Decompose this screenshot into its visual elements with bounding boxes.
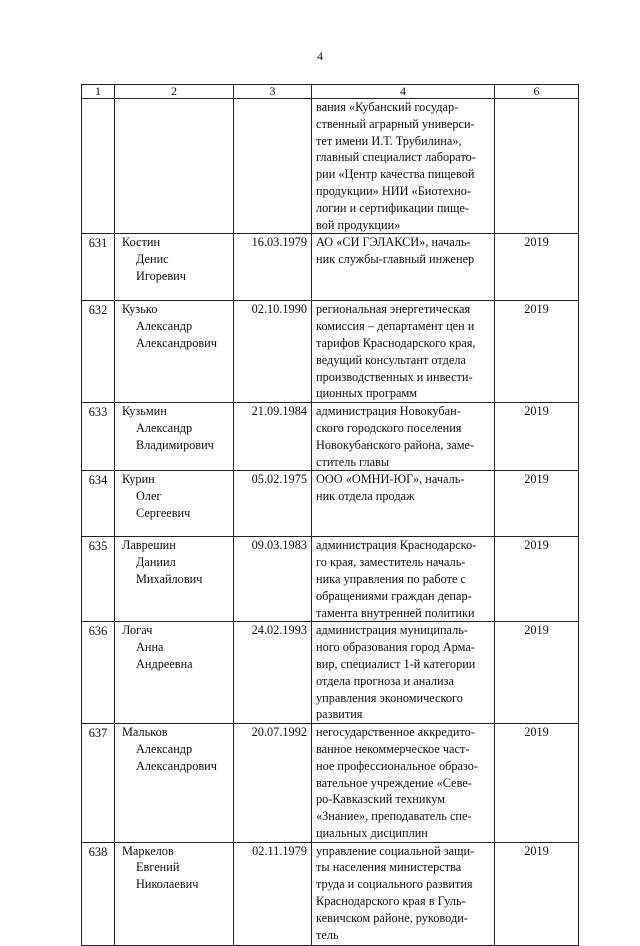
table-row <box>82 537 579 622</box>
organization-position <box>312 471 495 537</box>
birth-date: 21.09.1984 <box>234 403 312 471</box>
given-name: Александр <box>136 420 193 435</box>
surname: Костин <box>122 235 161 250</box>
organization-line: вой продукции» <box>316 217 401 232</box>
patronymic: Александрович <box>136 758 217 773</box>
person-name <box>115 842 234 945</box>
organization-line: ник отдела продаж <box>316 489 415 504</box>
organization-line: вательное учреждение «Севе- <box>316 775 472 790</box>
birth-date: 02.10.1990 <box>234 301 312 403</box>
row-number: 637 <box>82 724 115 843</box>
patronymic: Владимирович <box>136 437 214 452</box>
organization-line: логии и сертификации пище- <box>316 200 470 215</box>
inclusion-year: 2019 <box>495 842 579 945</box>
organization-line: администрация муниципаль- <box>316 623 468 638</box>
given-name: Анна <box>136 640 164 655</box>
birth-date: 24.02.1993 <box>234 622 312 724</box>
organization-position <box>312 842 495 945</box>
organization-position <box>312 99 495 234</box>
given-name: Денис <box>136 252 169 267</box>
table-row <box>82 842 579 945</box>
row-number: 636 <box>82 622 115 724</box>
given-name: Александр <box>136 741 193 756</box>
header-col-3: 3 <box>234 85 312 99</box>
inclusion-year <box>495 99 579 234</box>
header-col-2: 2 <box>115 85 234 99</box>
organization-line: Новокубанского района, заме- <box>316 437 475 452</box>
row-number: 631 <box>82 234 115 301</box>
organization-line: производственных и инвести- <box>316 369 473 384</box>
row-number <box>82 99 115 234</box>
birth-date <box>234 99 312 234</box>
organization-line: ститель главы <box>316 454 390 469</box>
organization-line: тамента внутренней политики <box>316 605 475 620</box>
birth-date: 09.03.1983 <box>234 537 312 622</box>
patronymic: Сергеевич <box>136 505 191 520</box>
surname: Кузько <box>122 302 158 317</box>
surname: Маркелов <box>122 843 174 858</box>
header-row <box>82 85 579 99</box>
organization-line: АО «СИ ГЭЛАКСИ», началь- <box>316 235 471 250</box>
organization-line: обращениями граждан депар- <box>316 588 472 603</box>
person-name <box>115 622 234 724</box>
organization-line: комиссия – департамент цен и <box>316 319 475 334</box>
organization-line: ника управления по работе с <box>316 571 466 586</box>
organization-line: продукции» НИИ «Биотехно- <box>316 183 472 198</box>
organization-line: отдела прогноза и анализа <box>316 673 454 688</box>
header-col-6: 6 <box>495 85 579 99</box>
birth-date: 05.02.1975 <box>234 471 312 537</box>
given-name: Александр <box>136 319 193 334</box>
row-number: 635 <box>82 537 115 622</box>
page-number: 4 <box>317 49 323 63</box>
organization-line: главный специалист лаборато- <box>316 150 476 165</box>
organization-line: ведущий консультант отдела <box>316 352 466 367</box>
given-name: Даниил <box>136 555 176 570</box>
table-row <box>82 234 579 301</box>
inclusion-year: 2019 <box>495 537 579 622</box>
organization-line: управление социальной защи- <box>316 843 475 858</box>
organization-line: вания «Кубанский государ- <box>316 100 459 114</box>
patronymic: Андреевна <box>136 656 193 671</box>
organization-line: го края, заместитель началь- <box>316 555 466 570</box>
table-row <box>82 471 579 537</box>
organization-line: тель <box>316 927 339 942</box>
organization-line: ного образования город Арма- <box>316 640 475 655</box>
table-row <box>82 99 579 234</box>
row-number: 632 <box>82 301 115 403</box>
header-col-4: 4 <box>312 85 495 99</box>
organization-line: негосударственное аккредито- <box>316 725 475 740</box>
inclusion-year: 2019 <box>495 622 579 724</box>
row-number: 634 <box>82 471 115 537</box>
inclusion-year: 2019 <box>495 724 579 843</box>
person-name <box>115 537 234 622</box>
organization-line: циальных дисциплин <box>316 825 428 840</box>
organization-line: ты населения министерства <box>316 860 462 875</box>
organization-line: ского городского поселения <box>316 420 462 435</box>
organization-position <box>312 301 495 403</box>
inclusion-year: 2019 <box>495 471 579 537</box>
organization-line: вир, специалист 1-й категории <box>316 656 476 671</box>
organization-position <box>312 724 495 843</box>
table-row <box>82 301 579 403</box>
organization-line: региональная энергетическая <box>316 302 471 317</box>
patronymic: Игоревич <box>136 268 186 283</box>
organization-line: тет имени И.Т. Трубилина», <box>316 133 462 148</box>
organization-line: администрация Краснодарско- <box>316 538 477 553</box>
organization-line: ООО «ОМНИ-ЮГ», началь- <box>316 472 465 487</box>
organization-position <box>312 537 495 622</box>
birth-date: 16.03.1979 <box>234 234 312 301</box>
organization-line: «Знание», преподаватель спе- <box>316 809 472 824</box>
birth-date: 20.07.1992 <box>234 724 312 843</box>
organization-line: ционных программ <box>316 386 418 401</box>
registry-table <box>81 84 579 946</box>
organization-line: ное профессиональное образо- <box>316 758 479 773</box>
surname: Кузьмин <box>122 404 167 419</box>
table-row <box>82 403 579 471</box>
patronymic: Михайлович <box>136 571 203 586</box>
organization-line: ственный аграрный универси- <box>316 116 475 131</box>
person-name <box>115 724 234 843</box>
inclusion-year: 2019 <box>495 403 579 471</box>
row-number: 638 <box>82 842 115 945</box>
organization-line: рии «Центр качества пищевой <box>316 167 475 182</box>
organization-line: управления экономического <box>316 690 463 705</box>
organization-line: ро-Кавказский техникум <box>316 792 446 807</box>
table-row <box>82 622 579 724</box>
inclusion-year: 2019 <box>495 301 579 403</box>
header-col-1: 1 <box>82 85 115 99</box>
organization-line: развития <box>316 707 363 722</box>
person-name <box>115 234 234 301</box>
person-name <box>115 403 234 471</box>
person-name <box>115 301 234 403</box>
organization-line: ванное некоммерческое част- <box>316 741 470 756</box>
row-number: 633 <box>82 403 115 471</box>
given-name: Олег <box>136 489 162 504</box>
table-row <box>82 724 579 843</box>
patronymic: Николаевич <box>136 877 199 892</box>
person-name <box>115 99 234 234</box>
inclusion-year: 2019 <box>495 234 579 301</box>
organization-line: труда и социального развития <box>316 877 473 892</box>
surname: Логач <box>122 623 153 638</box>
organization-position <box>312 234 495 301</box>
given-name: Евгений <box>136 860 180 875</box>
organization-line: кевичском районе, руководи- <box>316 910 468 925</box>
surname: Мальков <box>122 725 168 740</box>
patronymic: Александрович <box>136 335 217 350</box>
surname: Курин <box>122 472 155 487</box>
person-name <box>115 471 234 537</box>
surname: Лаврешин <box>122 538 176 553</box>
birth-date: 02.11.1979 <box>234 842 312 945</box>
organization-line: Краснодарского края в Гуль- <box>316 894 466 909</box>
organization-line: ник службы-главный инженер <box>316 252 475 267</box>
organization-position <box>312 622 495 724</box>
organization-position <box>312 403 495 471</box>
organization-line: тарифов Краснодарского края, <box>316 335 476 350</box>
organization-line: администрация Новокубан- <box>316 404 461 419</box>
